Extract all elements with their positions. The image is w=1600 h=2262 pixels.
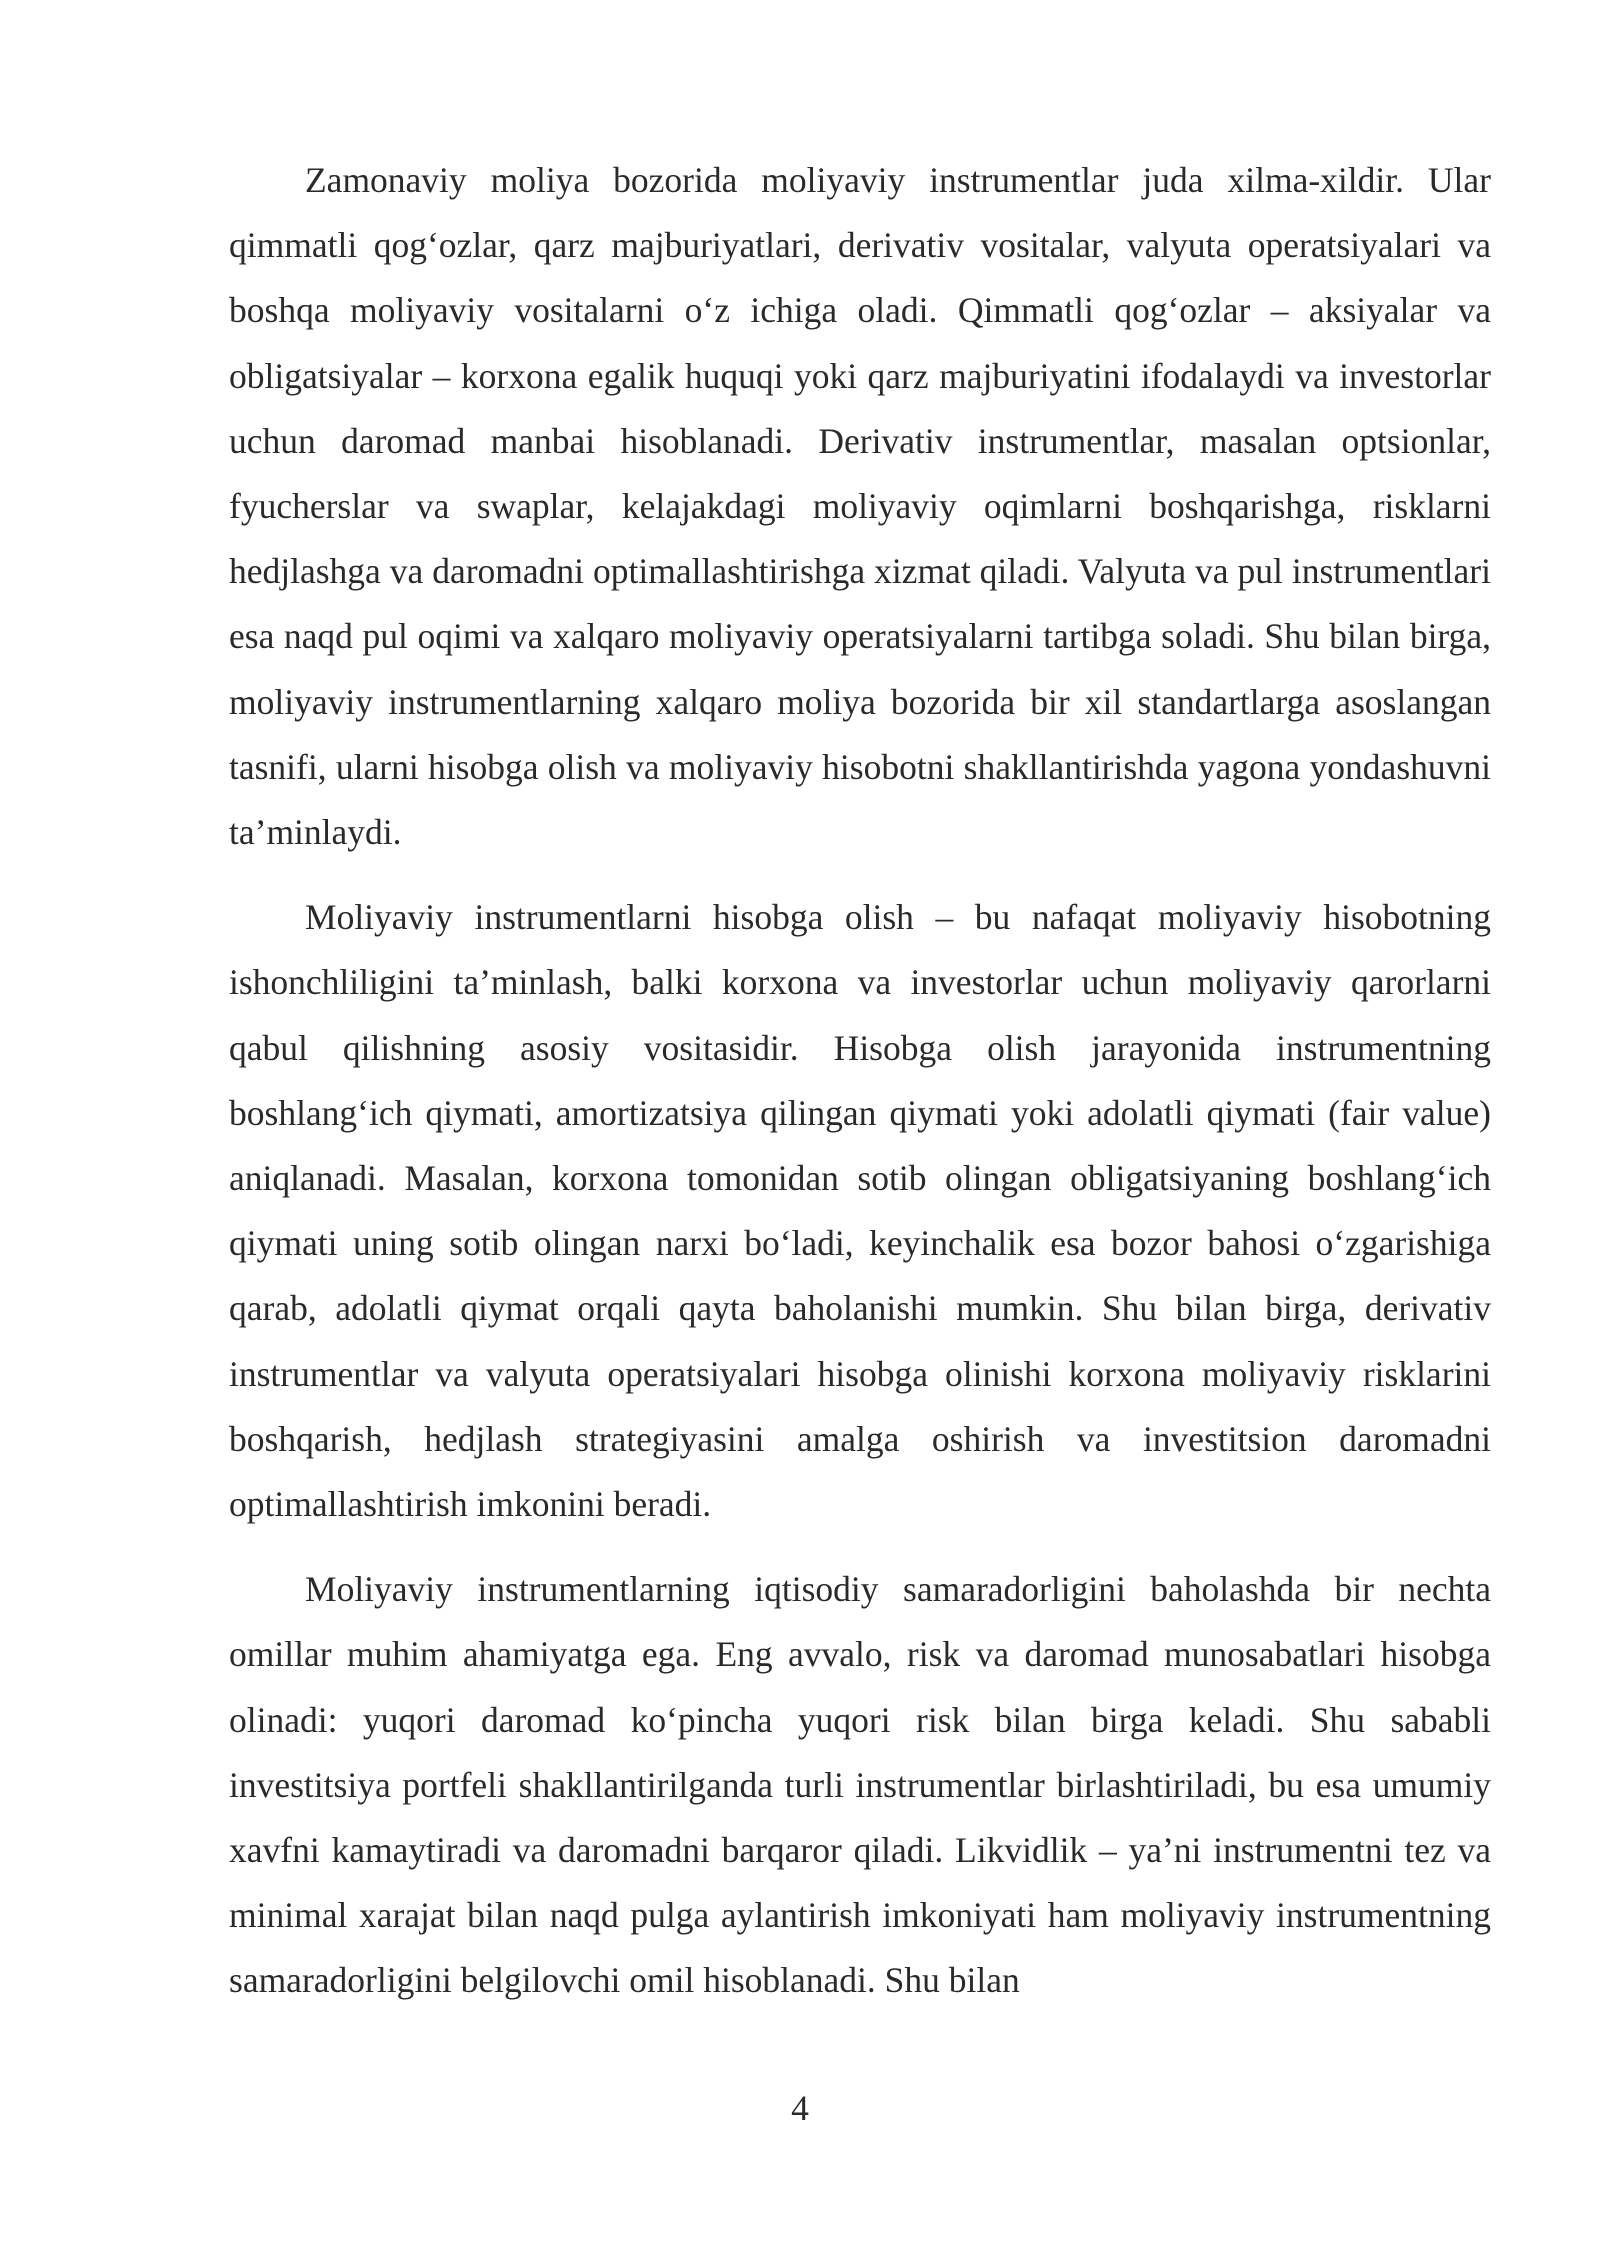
paragraph-1: Zamonaviy moliya bozorida moliyaviy instrumentlar juda xilma-xildir. Ular qimmatli qog‘ozlar, qarz majburiyatlari, derivativ vositalar, valyuta operatsiyalari va boshqa moliyaviy vositalarni o‘z ichiga oladi. Qimmatli qog‘ozlar – aksiyalar va obligatsiyalar – korxona egalik huquqi yoki qarz majburiyatini ifodalaydi va investorlar uchun daromad manbai hisoblanadi. Derivativ instrumentlar, masalan optsionlar, fyucherslar va swaplar, kelajakdagi moliyaviy oqimlarni boshqarishga, risklarni hedjlashga va daromadni optimallashtirishga xizmat qiladi. Valyuta va pul instrumentlari esa naqd pul oqimi va xalqaro moliyaviy operatsiyalarni tartibga soladi. Shu bilan birga, moliyaviy instrumentlarning xalqaro moliya bozorida bir xil standartlarga asoslangan tasnifi, ularni hisobga olish va moliyaviy hisobotni shakllantirishda yagona yondashuvni ta’minlaydi.	[229, 160, 1491, 853]
page-number: 4	[791, 2088, 809, 2128]
paragraph-2: Moliyaviy instrumentlarni hisobga olish – bu nafaqat moliyaviy hisobotning ishonchliligini ta’minlash, balki korxona va investorlar uchun moliyaviy qarorlarni qabul qilishning asosiy vositasidir. Hisobga olish jarayonida instrumentning boshlang‘ich qiymati, amortizatsiya qilingan qiymati yoki adolatli qiymati (fair value) aniqlanadi. Masalan, korxona tomonidan sotib olingan obligatsiyaning boshlang‘ich qiymati uning sotib olingan narxi bo‘ladi, keyinchalik esa bozor bahosi o‘zgarishiga qarab, adolatli qiymat orqali qayta baholanishi mumkin. Shu bilan birga, derivativ instrumentlar va valyuta operatsiyalari hisobga olinishi korxona moliyaviy risklarini boshqarish, hedjlash strategiyasini amalga oshirish va investitsion daromadni optimallashtirish imkonini beradi.	[229, 897, 1491, 1525]
body-text	[229, 148, 1491, 2034]
paragraph-3: Moliyaviy instrumentlarning iqtisodiy samaradorligini baholashda bir nechta omillar muhim ahamiyatga ega. Eng avvalo, risk va daromad munosabatlari hisobga olinadi: yuqori daromad ko‘pincha yuqori risk bilan birga keladi. Shu sababli investitsiya portfeli shakllantirilganda turli instrumentlar birlashtiriladi, bu esa umumiy xavfni kamaytiradi va daromadni barqaror qiladi. Likvidlik – ya’ni instrumentni tez va minimal xarajat bilan naqd pulga aylantirish imkoniyati ham moliyaviy instrumentning samaradorligini belgilovchi omil hisoblanadi. Shu bilan	[229, 1569, 1491, 2001]
